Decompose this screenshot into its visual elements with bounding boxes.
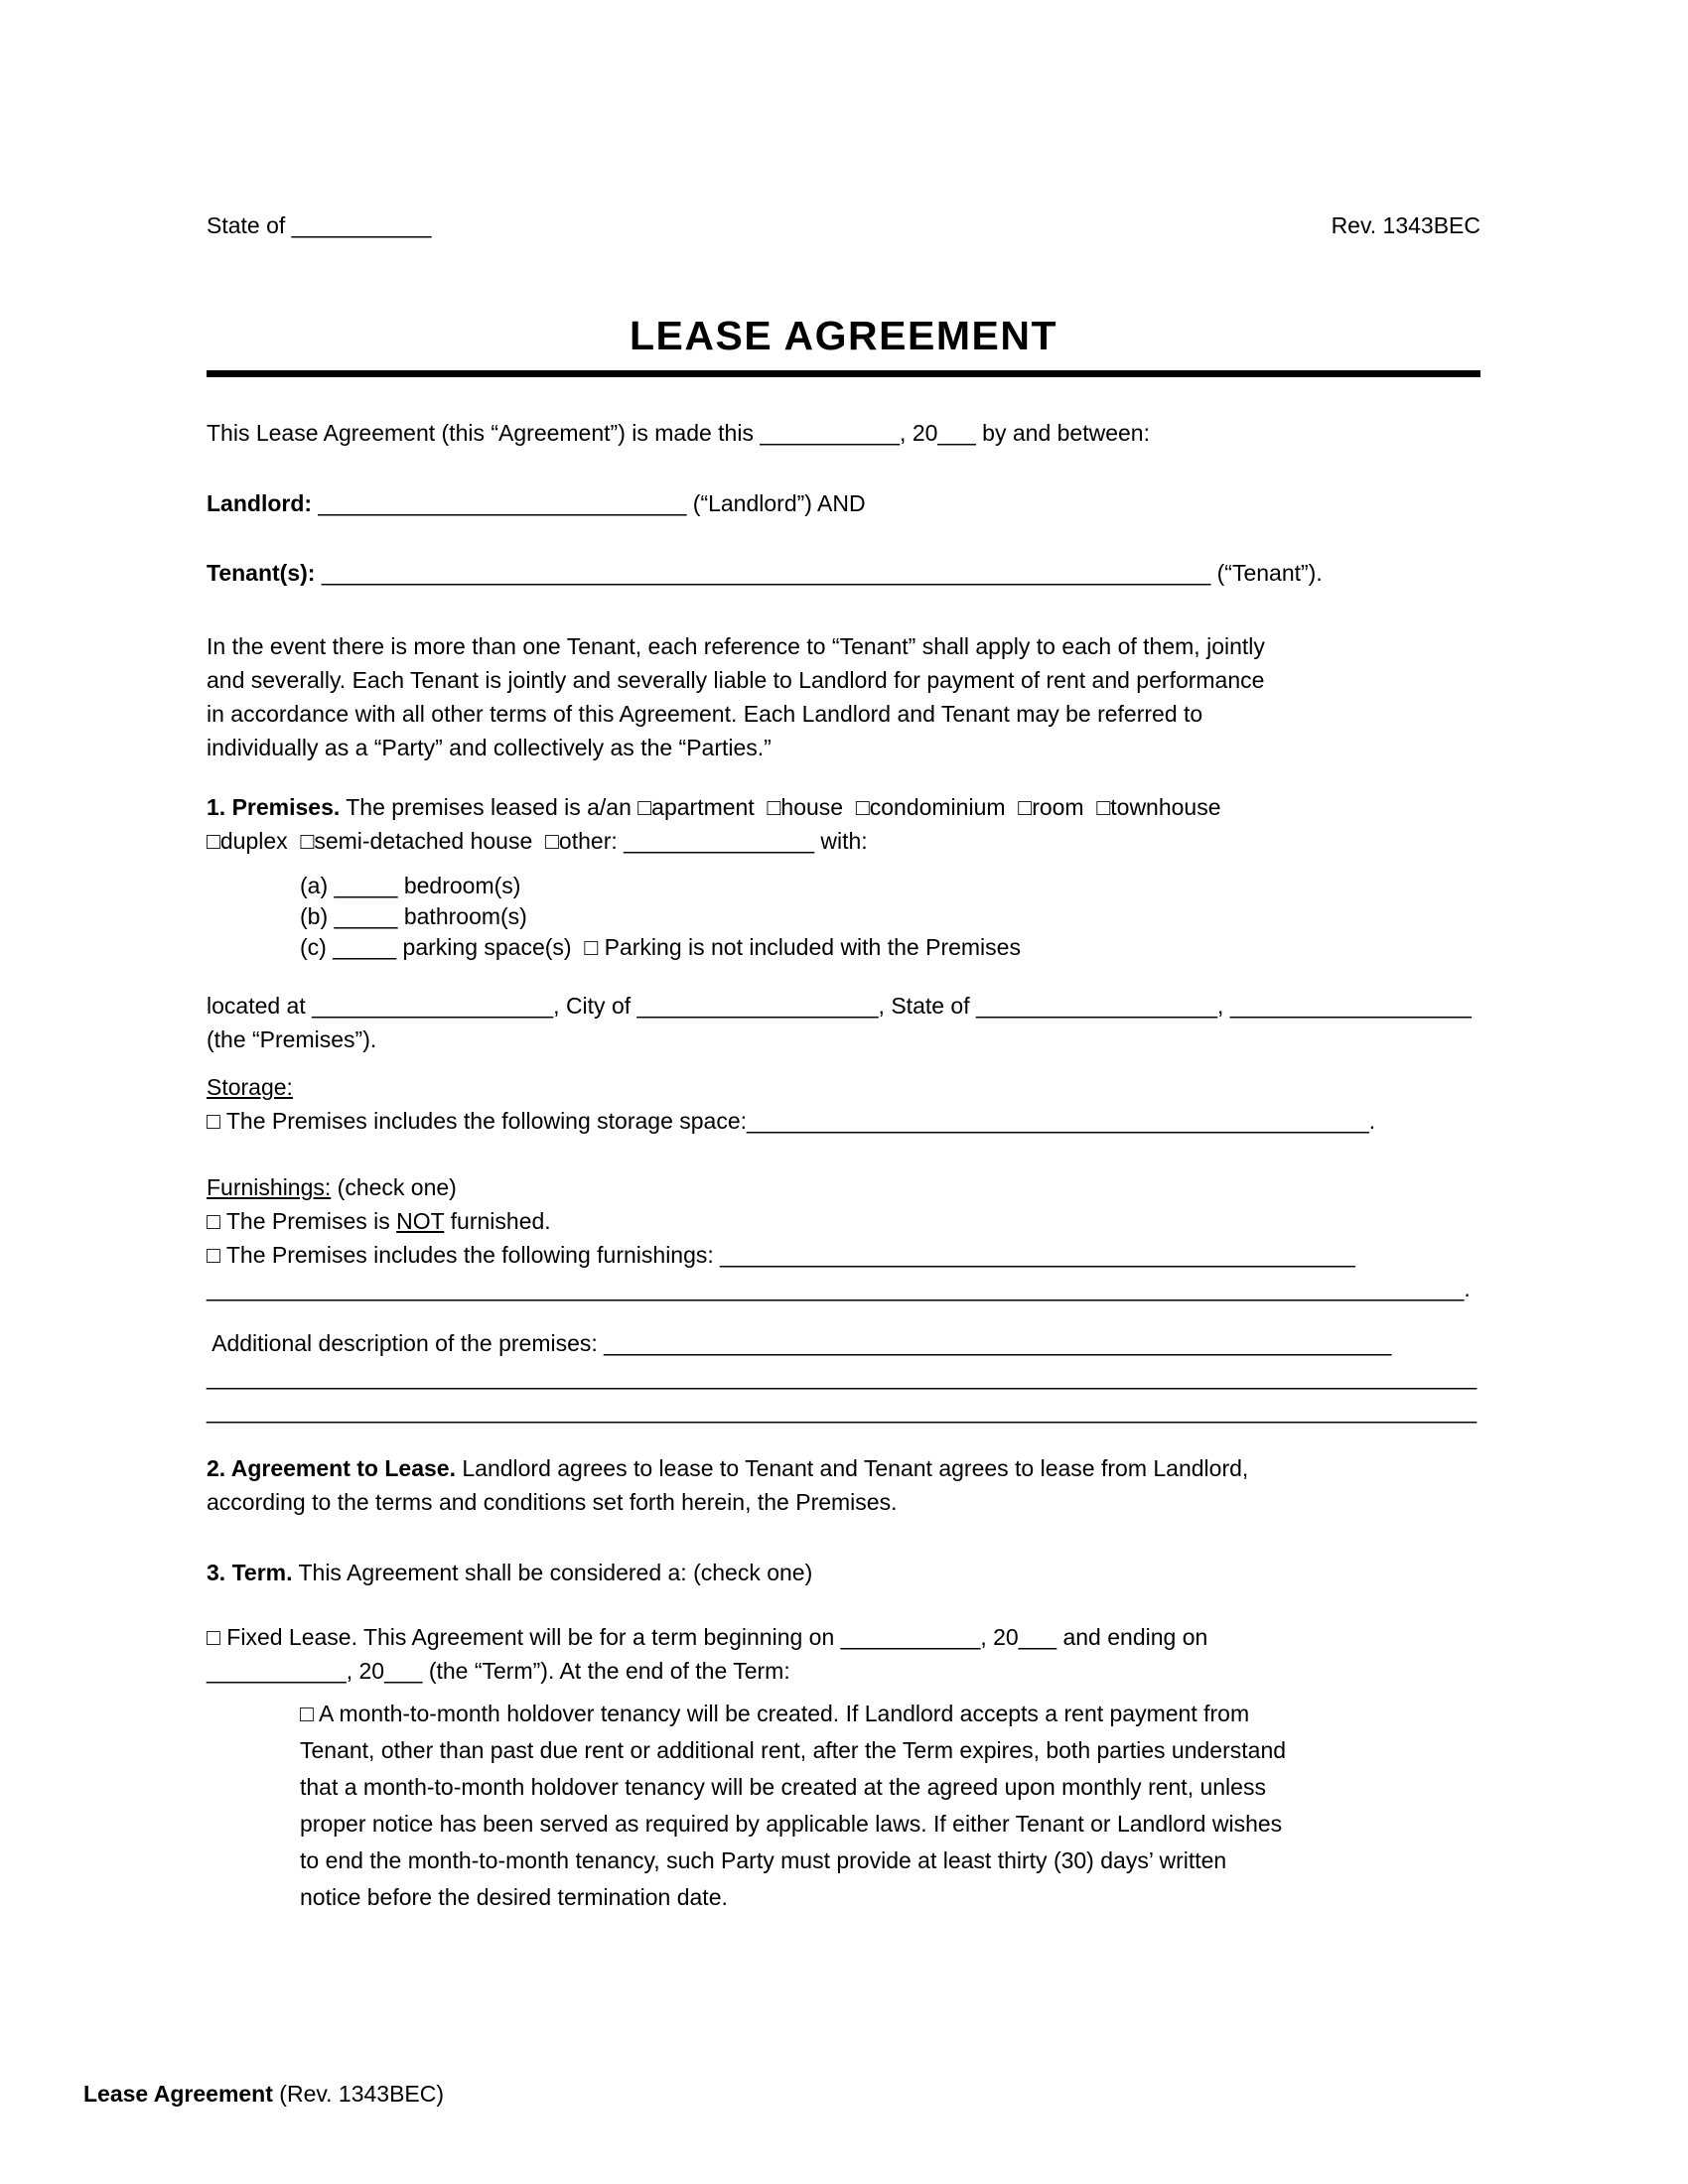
fixed-lease-line-2: ___________, 20___ (the “Term”). At the end of the Term: — [207, 1658, 790, 1684]
blank-writing-line: ____________________________________________________________________________________________________ — [207, 1398, 1477, 1424]
bedrooms-item: (a) _____ bedroom(s) — [300, 873, 521, 898]
holdover-line: notice before the desired termination date. — [300, 1884, 728, 1910]
agreement-to-lease-line-1 — [207, 1451, 1480, 1485]
located-at-block — [207, 989, 1480, 1056]
furnishings-continuation-line: ___________________________________________________________________________________________________. — [207, 1276, 1471, 1301]
fixed-lease-block — [207, 1620, 1480, 1688]
furnishings-block — [207, 1170, 1480, 1305]
term-text: This Agreement shall be considered a: (check one) — [292, 1560, 813, 1585]
premises-intro-line-1 — [207, 790, 1480, 824]
premises-details-list — [207, 871, 1480, 963]
furnishings-heading-line — [207, 1170, 1480, 1204]
storage-checkbox-line: □ The Premises includes the following storage space:_________________________________________________. — [207, 1108, 1376, 1134]
fixed-lease-line-1: □ Fixed Lease. This Agreement will be for a term beginning on ___________, 20___ and ending on — [207, 1624, 1208, 1650]
joint-liability-paragraph — [207, 629, 1480, 764]
title-rule — [207, 370, 1480, 377]
agreement-to-lease-text: Landlord agrees to lease to Tenant and Tenant agrees to lease from Landlord, — [455, 1455, 1249, 1481]
landlord-label: Landlord: — [207, 490, 313, 516]
state-of-field: State of ___________ — [207, 212, 432, 238]
additional-description-line: Additional description of the premises: ______________________________________________________________ — [207, 1330, 1392, 1356]
holdover-line: to end the month-to-month tenancy, such Party must provide at least thirty (30) days’ written — [300, 1847, 1227, 1873]
revision-label: Rev. 1343BEC — [1331, 212, 1480, 238]
section-2-agreement-to-lease — [207, 1451, 1480, 1519]
section-1-premises — [207, 790, 1480, 858]
located-at-line: located at ___________________, City of ___________________, State of ___________________, ___________________ — [207, 993, 1472, 1019]
parking-item: (c) _____ parking space(s) □ Parking is not included with the Premises — [300, 934, 1021, 960]
storage-heading-line — [207, 1070, 1480, 1104]
document-title: LEASE AGREEMENT — [629, 313, 1058, 358]
not-furnished-line — [207, 1204, 1480, 1238]
footer-revision-label: (Rev. 1343BEC) — [272, 2081, 445, 2107]
storage-block — [207, 1070, 1480, 1138]
storage-heading: Storage: — [207, 1074, 293, 1100]
premises-type-options-2: □duplex □semi-detached house □other: _______________ with: — [207, 828, 868, 854]
bathrooms-item: (b) _____ bathroom(s) — [300, 903, 527, 929]
term-label: 3. Term. — [207, 1560, 293, 1585]
tenant-label: Tenant(s): — [207, 560, 316, 586]
agreement-to-lease-line-2: according to the terms and conditions set forth herein, the Premises. — [207, 1489, 898, 1515]
landlord-blank-field: _____________________________ (“Landlord”) AND — [312, 490, 866, 516]
furnishings-heading: Furnishings: — [207, 1174, 332, 1200]
paragraph-line: and severally. Each Tenant is jointly and severally liable to Landlord for payment of rent and performance — [207, 667, 1265, 693]
intro-line: This Lease Agreement (this “Agreement”) is made this ___________, 20___ by and between: — [207, 420, 1150, 446]
paragraph-line: in accordance with all other terms of this Agreement. Each Landlord and Tenant may be referred to — [207, 701, 1203, 727]
section-3-term — [207, 1556, 1480, 1589]
premises-parenthetical: (the “Premises”). — [207, 1026, 377, 1052]
tenant-line — [207, 556, 1480, 590]
agreement-to-lease-label: 2. Agreement to Lease. — [207, 1455, 456, 1481]
holdover-line: Tenant, other than past due rent or additional rent, after the Term expires, both parties understand — [300, 1737, 1287, 1763]
premises-type-options-1: The premises leased is a/an □apartment □house □condominium □room □townhouse — [340, 794, 1221, 820]
furnishings-includes-line: □ The Premises includes the following furnishings: __________________________________________________ — [207, 1242, 1355, 1268]
furnishings-check-one-note: (check one) — [331, 1174, 457, 1200]
page-footer — [83, 2077, 444, 2111]
paragraph-line: In the event there is more than one Tenant, each reference to “Tenant” shall apply to each of them, jointly — [207, 633, 1265, 659]
not-furnished-word: NOT — [396, 1208, 445, 1234]
blank-writing-line: ____________________________________________________________________________________________________ — [207, 1364, 1477, 1390]
paragraph-line: individually as a “Party” and collectively as the “Parties.” — [207, 735, 772, 760]
landlord-line — [207, 486, 1480, 520]
header-row — [207, 211, 1480, 239]
holdover-line: □ A month-to-month holdover tenancy will be created. If Landlord accepts a rent payment from — [300, 1701, 1250, 1726]
premises-section-label: 1. Premises. — [207, 794, 341, 820]
footer-document-title: Lease Agreement — [83, 2081, 273, 2107]
not-furnished-post: furnished. — [444, 1208, 551, 1234]
holdover-paragraph — [207, 1696, 1480, 1916]
holdover-line: proper notice has been served as required by applicable laws. If either Tenant or Landlord wishes — [300, 1811, 1283, 1837]
tenant-blank-field: ______________________________________________________________________ (“Tenant”). — [315, 560, 1323, 586]
not-furnished-pre: □ The Premises is — [207, 1208, 397, 1234]
additional-description-block — [207, 1326, 1480, 1428]
holdover-line: that a month-to-month holdover tenancy will be created at the agreed upon monthly rent, unless — [300, 1774, 1266, 1800]
